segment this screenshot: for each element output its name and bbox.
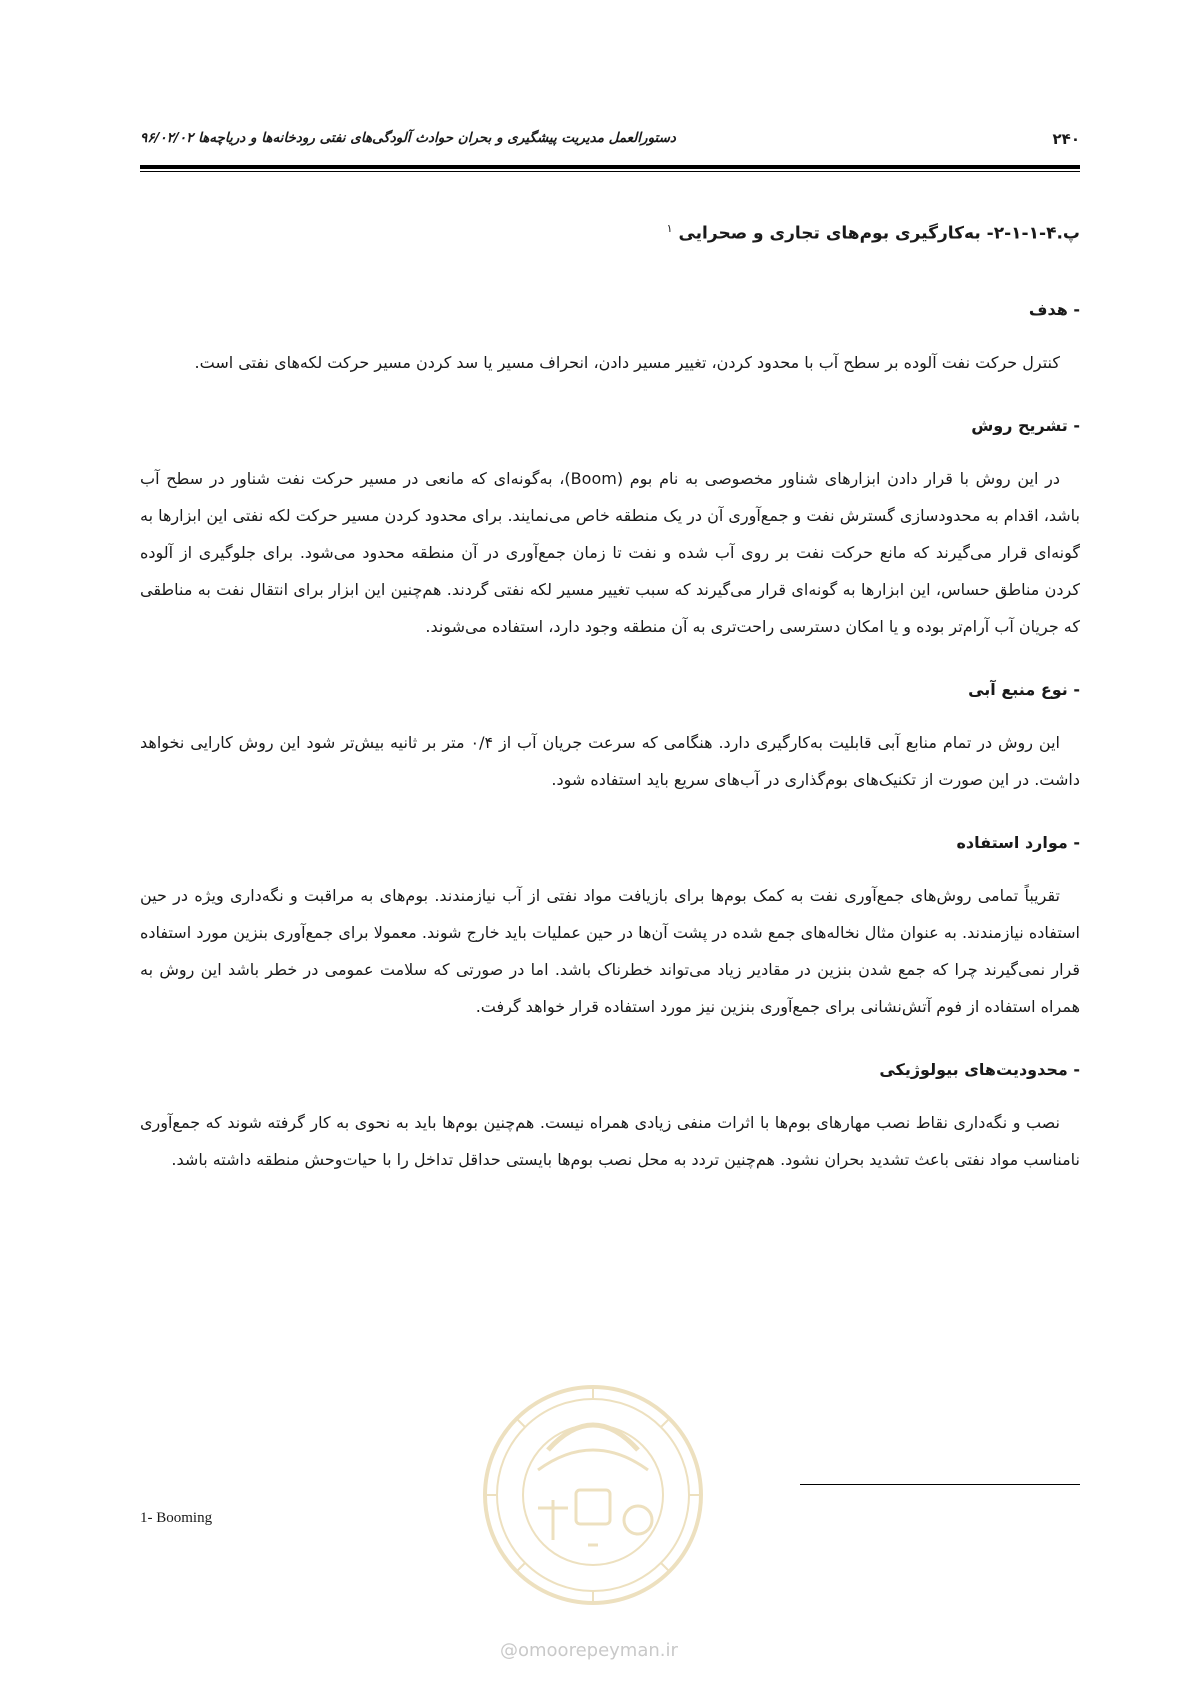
- footnote: 1- Booming: [140, 1510, 213, 1526]
- page-header: [140, 130, 1080, 156]
- paragraph-usage: تقریباً تمامی روش‌های جمع‌آوری نفت به کمک بوم‌ها برای بازیافت مواد نفتی از آب نیازمندند. بوم‌های به مراقبت و نگه‌داری ویژه در حین استفاده نیازمندند. به عنوان مثال نخاله‌های جمع شده در پشت آن‌ها در حین عملیات باید خارج شوند. معمولا برای جمع‌آوری بنزین مورد استفاده قرار نمی‌گیرند چرا که جمع شدن بنزین در مقادیر زیاد می‌تواند خطرناک باشد. اما در صورتی که سلامت عمومی در خطر باشد این روش به همراه استفاده از فوم آتش‌نشانی برای جمع‌آوری بنزین نیز مورد استفاده قرار خواهد گرفت.: [140, 885, 1080, 1016]
- section-title-text: پ.۴-۱-۱-۲- به‌کارگیری بوم‌های تجاری و صحرایی: [678, 223, 1080, 244]
- running-title: دستورالعمل مدیریت پیشگیری و بحران حوادث آلودگی‌های نفتی رودخانه‌ها و دریاچه‌ها ۹۶/۰۲/۰۲: [140, 130, 676, 146]
- subheading-method: - تشریح روش: [971, 415, 1080, 435]
- block-goal: [140, 291, 1080, 381]
- block-usage: [140, 824, 1080, 1025]
- subheading-water-type: - نوع منبع آبی: [968, 679, 1080, 699]
- section-title: [140, 210, 1080, 253]
- paragraph-bio-limits: نصب و نگه‌داری نقاط نصب مهارهای بوم‌ها با اثرات منفی زیادی همراه نیست. هم‌چنین بوم‌ها باید به نحوی به کار گرفته شوند که جمع‌آوری نامناسب مواد نفتی باعث تشدید بحران نشود. هم‌چنین تردد به محل نصب بوم‌ها بایستی حداقل تداخل را با حیات‌وحش منطقه داشته باشد.: [140, 1112, 1080, 1169]
- paragraph-water-type: این روش در تمام منابع آبی قابلیت به‌کارگیری دارد. هنگامی که سرعت جریان آب از ۰/۴ متر بر ثانیه بیش‌تر شود این روش کارایی نخواهد داشت. در این صورت از تکنیک‌های بوم‌گذاری در آب‌های سریع باید استفاده شود.: [140, 732, 1080, 789]
- footnote-marker: ۱: [666, 222, 673, 235]
- block-bio-limits: [140, 1051, 1080, 1178]
- subheading-goal: - هدف: [1028, 299, 1080, 319]
- main-content: [140, 210, 1080, 1204]
- watermark-seal-icon: [478, 1380, 708, 1610]
- paragraph-method: در این روش با قرار دادن ابزارهای شناور مخصوصی به نام بوم (Boom)، به‌گونه‌ای که مانعی در مسیر حرکت نفت شناور در سطح آب باشد، اقدام به محدودسازی گسترش نفت و جمع‌آوری آن در یک منطقه خاص می‌نمایند. برای محدود کردن مسیر حرکت لکه نفتی این ابزارها به گونه‌ای قرار می‌گیرند که مانع حرکت نفت بر روی آب شده و نفت تا زمان جمع‌آوری در آن منطقه محدود می‌شود. برای جلوگیری از آلوده کردن مناطق حساس، این ابزارها به گونه‌ای قرار می‌گیرند که سبب تغییر مسیر لکه نفتی گردند. هم‌چنین این ابزار برای انتقال نفت به مناطقی که جریان آب آرام‌تر بوده و یا امکان دسترسی راحت‌تری به آن منطقه وجود دارد، استفاده می‌شوند.: [140, 468, 1080, 636]
- footnote-rule: [800, 1484, 1080, 1485]
- subheading-bio-limits: - محدودیت‌های بیولوژیکی: [879, 1059, 1080, 1079]
- header-rule-thin: [140, 171, 1080, 172]
- header-rule-thick: [140, 165, 1080, 169]
- watermark-url: @omoorepeyman.ir: [500, 1640, 678, 1661]
- block-water-type: [140, 671, 1080, 798]
- subheading-usage: - موارد استفاده: [956, 832, 1080, 852]
- paragraph-goal: کنترل حرکت نفت آلوده بر سطح آب با محدود کردن، تغییر مسیر دادن، انحراف مسیر یا سد کردن مسیر حرکت لکه‌های نفتی است.: [194, 352, 1060, 372]
- page-number: ۲۴۰: [1052, 130, 1080, 148]
- block-method: [140, 407, 1080, 645]
